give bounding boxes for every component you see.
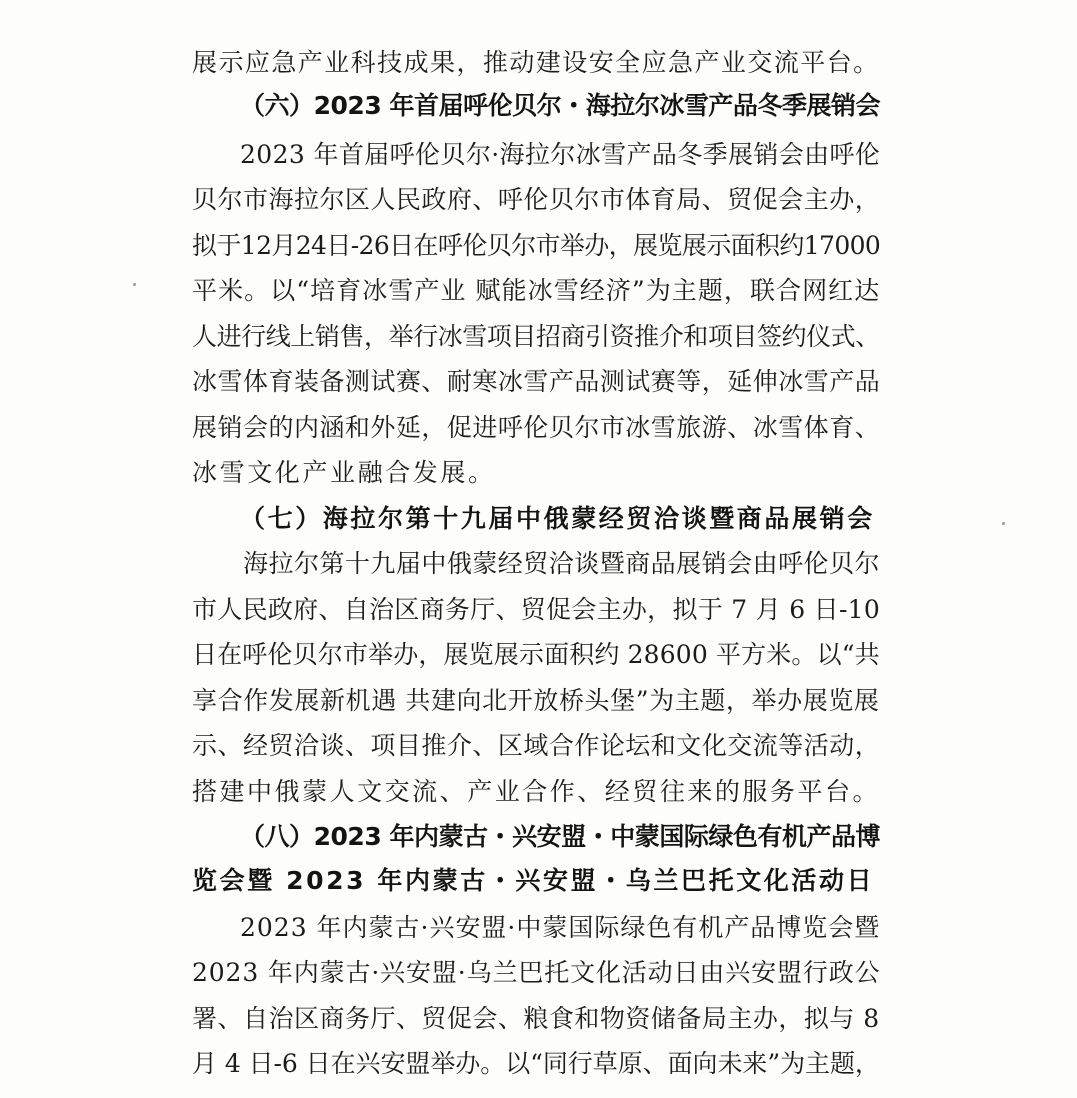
body-line-3: 2023 年首届呼伦贝尔·海拉尔冰雪产品冬季展销会由呼伦 — [240, 140, 881, 169]
body-line-10: 冰雪文化产业融合发展。 — [192, 458, 496, 487]
body-line-12: 海拉尔第十九届中俄蒙经贸洽谈暨商品展销会由呼伦贝尔 — [243, 549, 881, 578]
section-heading-8-line-1: （八）2023 年内蒙古・兴安盟・中蒙国际绿色有机产品博 — [240, 822, 881, 851]
section-heading-7: （七）海拉尔第十九届中俄蒙经贸洽谈暨商品展销会 — [240, 504, 875, 533]
body-line-22: 署、自治区商务厅、贸促会、粮食和物资储备局主办，拟与 8 — [192, 1004, 880, 1033]
scan-speck — [1002, 522, 1005, 525]
body-line-15: 享合作发展新机遇 共建向北开放桥头堡”为主题，举办展览展 — [192, 686, 880, 715]
body-line-20: 2023 年内蒙古·兴安盟·中蒙国际绿色有机产品博览会暨 — [240, 913, 881, 942]
scan-speck — [133, 283, 136, 286]
body-line-1: 展示应急产业科技成果，推动建设安全应急产业交流平台。 — [192, 48, 880, 77]
body-line-6: 平米。以“培育冰雪产业 赋能冰雪经济”为主题，联合网红达 — [192, 276, 881, 305]
body-line-23: 月 4 日-6 日在兴安盟举办。以“同行草原、面向未来”为主题， — [192, 1049, 880, 1078]
body-line-14: 日在呼伦贝尔市举办，展览展示面积约 28600 平方米。以“共 — [192, 640, 880, 669]
body-line-5: 拟于12月24日-26日在呼伦贝尔市举办，展览展示面积约17000 — [192, 231, 881, 260]
body-line-9: 展销会的内涵和外延，促进呼伦贝尔市冰雪旅游、冰雪体育、 — [192, 413, 881, 442]
body-line-16: 示、经贸洽谈、项目推介、区域合作论坛和文化交流等活动， — [192, 731, 881, 760]
body-line-8: 冰雪体育装备测试赛、耐寒冰雪产品测试赛等，延伸冰雪产品 — [192, 367, 881, 396]
section-heading-6: （六）2023 年首届呼伦贝尔・海拉尔冰雪产品冬季展销会 — [240, 91, 881, 120]
body-line-7: 人进行线上销售，举行冰雪项目招商引资推介和项目签约仪式、 — [192, 322, 880, 351]
body-line-4: 贝尔市海拉尔区人民政府、呼伦贝尔市体育局、贸促会主办， — [192, 185, 881, 214]
section-heading-8-line-2: 览会暨 2023 年内蒙古・兴安盟・乌兰巴托文化活动日 — [192, 866, 875, 895]
body-line-21: 2023 年内蒙古·兴安盟·乌兰巴托文化活动日由兴安盟行政公 — [192, 958, 881, 987]
body-line-13: 市人民政府、自治区商务厅、贸促会主办，拟于 7 月 6 日-10 — [192, 595, 881, 624]
body-line-17: 搭建中俄蒙人文交流、产业合作、经贸往来的服务平台。 — [192, 777, 881, 806]
